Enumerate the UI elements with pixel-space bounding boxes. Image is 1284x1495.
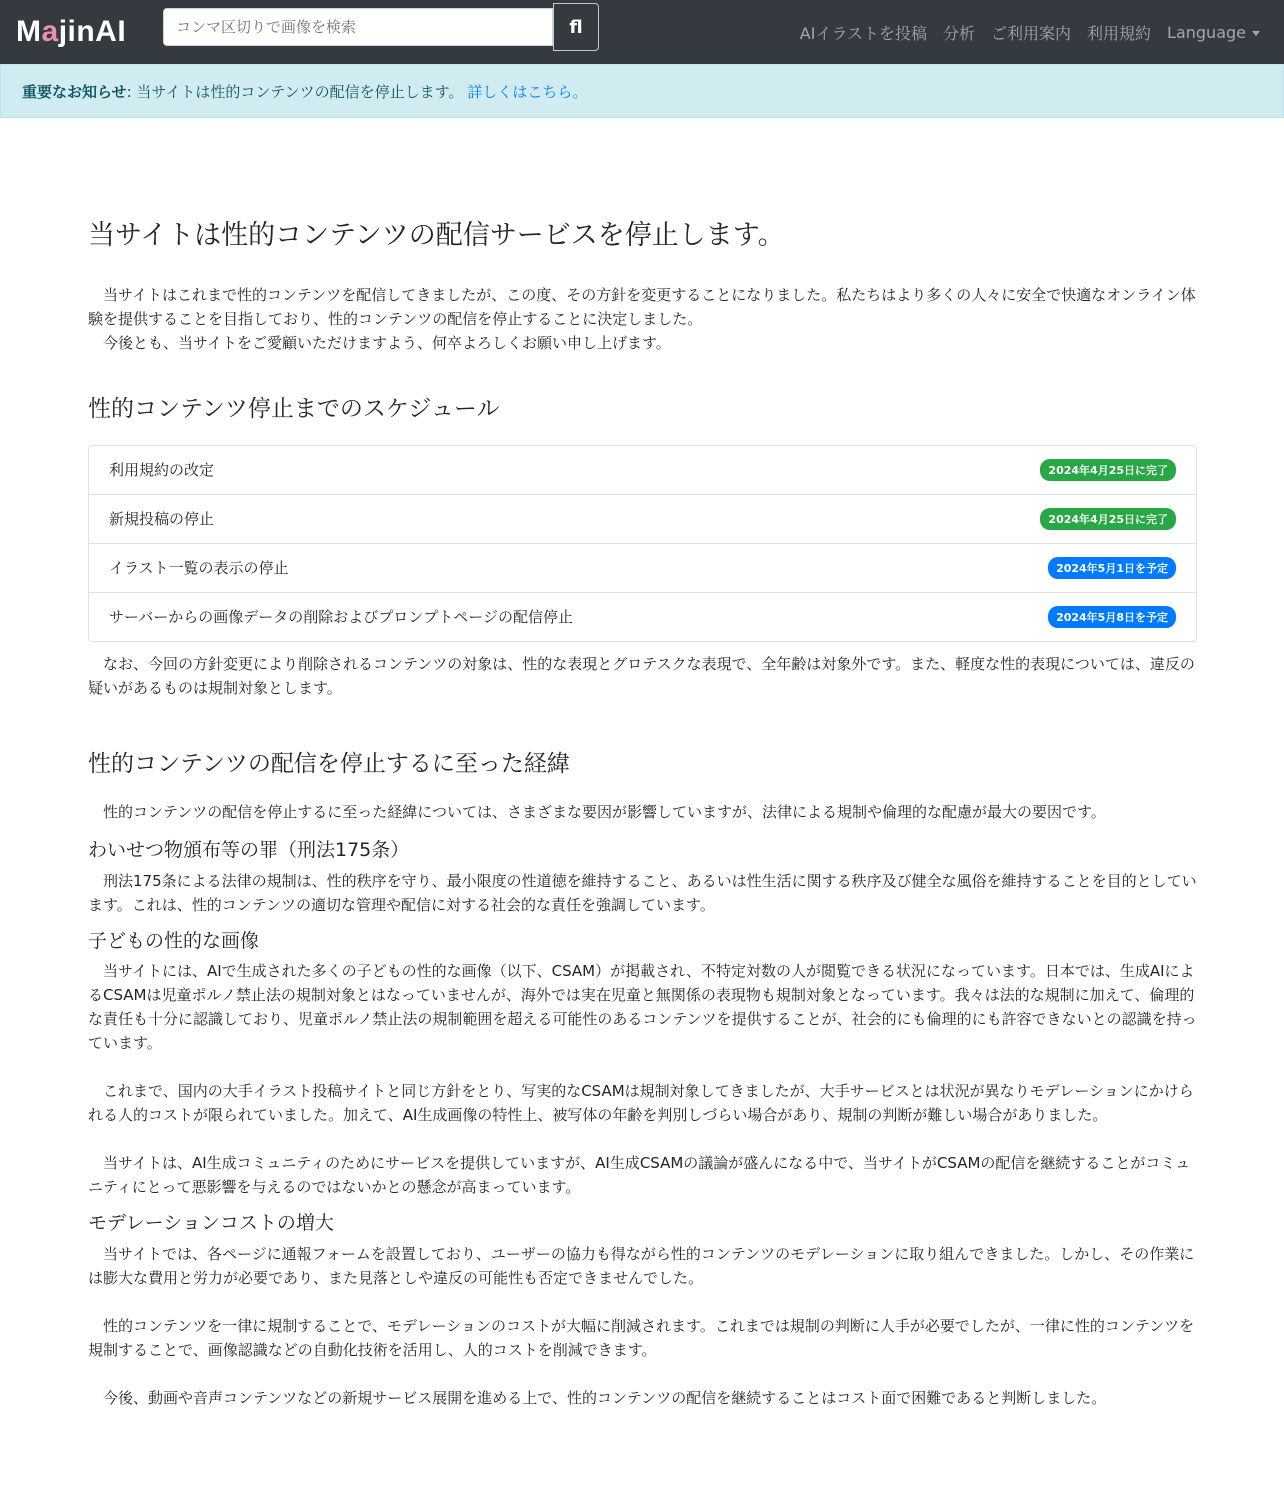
schedule-item-label: サーバーからの画像データの削除およびプロンプトページの配信停止 bbox=[109, 608, 573, 627]
nav-link-terms[interactable]: 利用規約 bbox=[1087, 23, 1152, 43]
alert-label: 重要なお知らせ bbox=[22, 82, 127, 101]
logo-text-start: M bbox=[16, 15, 42, 48]
alert-text: : 当サイトは性的コンテンツの配信を停止します。 bbox=[126, 82, 464, 101]
schedule-list bbox=[88, 445, 1197, 642]
status-badge: 2024年4月25日に完了 bbox=[1040, 508, 1176, 530]
status-badge: 2024年5月8日を予定 bbox=[1048, 606, 1176, 628]
nav-link-guide[interactable]: ご利用案内 bbox=[991, 23, 1072, 43]
page-title: 当サイトは性的コンテンツの配信サービスを停止します。 bbox=[88, 220, 785, 251]
schedule-item-label: 新規投稿の停止 bbox=[109, 510, 215, 529]
moderation-paragraph-2: 性的コンテンツを一律に規制することで、モデレーションのコストが大幅に削減されます。これまでは規制の判断に人手が必要でしたが、一律に性的コンテンツを規制することで、画像認識などの自動化技術を活用し、人的コストを削減できます。 bbox=[88, 1316, 1195, 1359]
moderation-paragraph-3: 今後、動画や音声コンテンツなどの新規サービス展開を進める上で、性的コンテンツの配信を継続することはコスト面で困難であると判断しました。 bbox=[103, 1388, 1107, 1407]
logo-accent-letter: a bbox=[41, 15, 59, 48]
schedule-note: なお、今回の方針変更により削除されるコンテンツの対象は、性的な表現とグロテスクな表現で、全年齢は対象外です。また、軽度な性的表現については、違反の疑いがあるものは規制対象とします。 bbox=[88, 654, 1195, 697]
caret-down-icon bbox=[1252, 31, 1260, 36]
list-item bbox=[89, 593, 1196, 641]
list-item bbox=[89, 446, 1196, 495]
search-button[interactable]: fl bbox=[553, 3, 599, 51]
main-content bbox=[88, 190, 1197, 1410]
logo-text-end: jinAI bbox=[58, 15, 127, 48]
top-navbar bbox=[0, 0, 1284, 64]
law-heading: わいせつ物頒布等の罪（刑法175条） bbox=[88, 838, 410, 861]
search-input[interactable] bbox=[163, 8, 553, 46]
schedule-item-label: 利用規約の改定 bbox=[109, 461, 215, 480]
nav-link-analytics[interactable]: 分析 bbox=[942, 23, 975, 43]
intro-paragraph-2: 今後とも、当サイトをご愛顧いただけますよう、何卒よろしくお願い申し上げます。 bbox=[103, 334, 671, 353]
language-dropdown[interactable] bbox=[1167, 23, 1260, 42]
status-badge: 2024年4月25日に完了 bbox=[1040, 459, 1176, 481]
nav-links bbox=[800, 0, 1260, 64]
nav-link-post[interactable]: AIイラストを投稿 bbox=[799, 23, 927, 43]
child-images-heading: 子どもの性的な画像 bbox=[88, 929, 260, 952]
reason-heading: 性的コンテンツの配信を停止するに至った経緯 bbox=[88, 750, 570, 777]
child-paragraph-1: 当サイトには、AIで生成された多くの子どもの性的な画像（以下、CSAM）が掲載され、不特定対数の人が閲覧できる状況になっています。日本では、生成AIによるCSAMは児童ポルノ禁止法の規制対象とはなっていませんが、海外では実在児童と無関係の表現物も規制対象となっています。我々は法的な規制に加えて、倫理的な責任も十分に認識しており、児童ポルノ禁止法の規制範囲を超える可能性のあるコンテンツを提供することが、社会的にも倫理的にも許容できないとの認識を持っています。 bbox=[88, 962, 1197, 1053]
status-badge: 2024年5月1日を予定 bbox=[1048, 557, 1176, 579]
alert-details-link[interactable]: 詳しくはこちら。 bbox=[467, 82, 588, 101]
list-item bbox=[89, 544, 1196, 593]
search-form bbox=[163, 8, 599, 46]
site-logo[interactable] bbox=[16, 15, 126, 49]
notice-alert bbox=[0, 64, 1284, 118]
schedule-item-label: イラスト一覧の表示の停止 bbox=[109, 559, 289, 578]
reason-intro: 性的コンテンツの配信を停止するに至った経緯については、さまざまな要因が影響していますが、法律による規制や倫理的な配慮が最大の要因です。 bbox=[103, 802, 1106, 821]
list-item bbox=[89, 495, 1196, 544]
child-paragraph-2: これまで、国内の大手イラスト投稿サイトと同じ方針をとり、写実的なCSAMは規制対象してきましたが、大手サービスとは状況が異なりモデレーションにかけられる人的コストが限られていました。加えて、AI生成画像の特性上、被写体の年齢を判別しづらい場合があり、規制の判断が難しい場合がありました。 bbox=[88, 1082, 1194, 1125]
moderation-paragraph-1: 当サイトでは、各ページに通報フォームを設置しており、ユーザーの協力も得ながら性的コンテンツのモデレーションに取り組んできました。しかし、その作業には膨大な費用と労力が必要であり、また見落としや違反の可能性も否定できませんでした。 bbox=[88, 1244, 1195, 1287]
language-label: Language bbox=[1167, 22, 1246, 42]
schedule-heading: 性的コンテンツ停止までのスケジュール bbox=[88, 396, 500, 423]
law-paragraph: 刑法175条による法律の規制は、性的秩序を守り、最小限度の性道徳を維持すること、あるいは性生活に関する秩序及び健全な風俗を維持することを目的としています。これは、性的コンテンツの適切な管理や配信に対する社会的な責任を強調しています。 bbox=[88, 871, 1197, 914]
child-paragraph-3: 当サイトは、AI生成コミュニティのためにサービスを提供していますが、AI生成CSAMの議論が盛んになる中で、当サイトがCSAMの配信を継続することがコミュニティにとって悪影響を与えるのではないかとの懸念が高まっています。 bbox=[88, 1154, 1191, 1197]
moderation-heading: モデレーションコストの増大 bbox=[88, 1212, 334, 1235]
intro-paragraph-1: 当サイトはこれまで性的コンテンツを配信してきましたが、この度、その方針を変更することになりました。私たちはより多くの人々に安全で快適なオンライン体験を提供することを目指しており、性的コンテンツの配信を停止することに決定しました。 bbox=[88, 286, 1196, 329]
